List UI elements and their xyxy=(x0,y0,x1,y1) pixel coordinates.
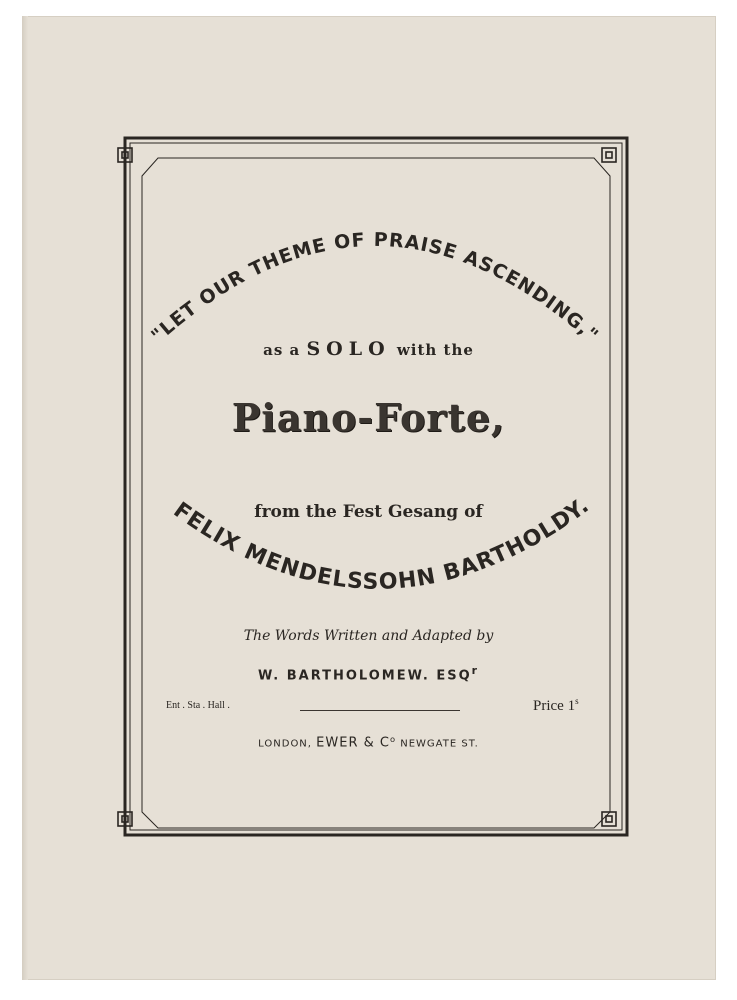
from-line: from the Fest Gesang of xyxy=(254,502,483,522)
divider-rule xyxy=(300,710,460,711)
solo-word: SOLO xyxy=(306,338,391,360)
publisher-sup: o xyxy=(389,734,397,744)
composer-text: FELIX MENDELSSOHN BARTHOLDY. xyxy=(168,492,595,595)
price-sup: s xyxy=(575,696,579,706)
solo-line xyxy=(0,338,737,360)
price xyxy=(533,696,579,715)
publisher-address: NEWGATE ST. xyxy=(400,738,479,750)
publisher-line xyxy=(0,734,737,750)
author-sup: r xyxy=(471,664,479,677)
words-line: The Words Written and Adapted by xyxy=(243,628,494,644)
author-name: W. BARTHOLOMEW. ESQ xyxy=(257,668,472,684)
publisher-name: EWER & C xyxy=(316,735,390,751)
entered-stationers-hall: Ent . Sta . Hall . xyxy=(166,700,230,711)
publisher-city: LONDON, xyxy=(258,738,312,750)
title-arc xyxy=(147,229,603,347)
price-text: Price 1 xyxy=(533,698,576,714)
title-text: "LET OUR THEME OF PRAISE ASCENDING," xyxy=(147,228,603,348)
solo-pre: as a xyxy=(263,341,301,359)
corner-ornament-br xyxy=(602,812,616,826)
instrument-heading: Piano-Forte, xyxy=(231,395,506,440)
corner-ornament-tr xyxy=(602,148,616,162)
solo-post: with the xyxy=(396,341,474,359)
author-line xyxy=(0,664,737,683)
